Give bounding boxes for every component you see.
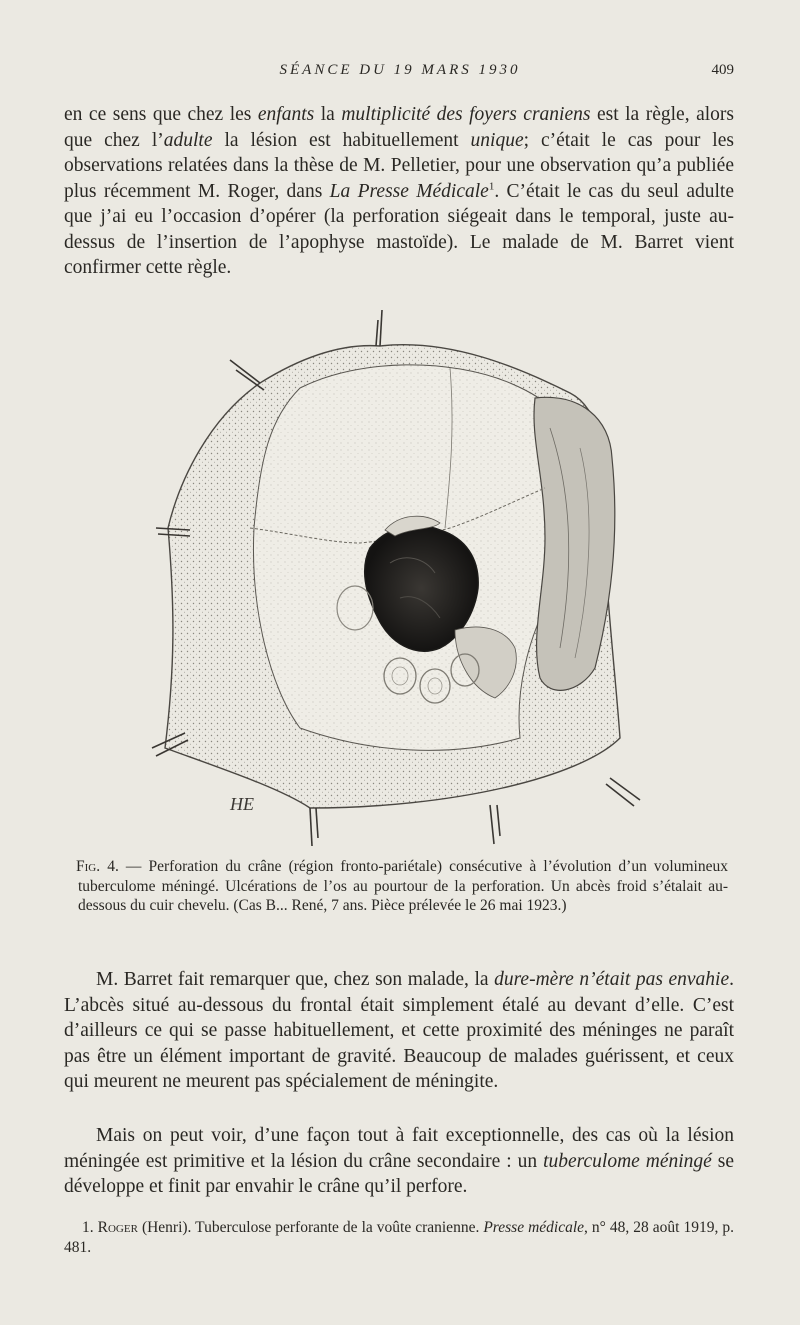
text-run: (Henri). Tuberculose perforante de la voûte cranienne.: [137, 1219, 484, 1236]
footnote: [64, 1218, 734, 1258]
text-run: se développe et finit par envahir le crâne qu’il perfore.: [64, 1150, 735, 1197]
figure-caption: [78, 857, 728, 916]
paragraph-2: [64, 967, 734, 1095]
footnote-ref: 1: [488, 180, 495, 192]
journal-title: Presse médicale: [483, 1219, 585, 1236]
running-head: SÉANCE DU 19 MARS 1930: [279, 62, 521, 78]
illustrator-signature: HE: [230, 794, 254, 814]
paragraph-1: [64, 102, 734, 281]
emphasis: adulte: [163, 129, 213, 151]
text-run: M. Barret fait remarquer que, chez son malade, la: [96, 969, 495, 990]
emphasis: tuberculome méningé: [543, 1150, 712, 1172]
emphasis: dure-mère n’était pas envahie: [494, 969, 730, 990]
skull-perforation-figure: [150, 308, 650, 848]
text-run: , n° 48, 28 août 1919, p. 481.: [64, 1219, 734, 1256]
text-run: est la règle, alors que chez l’: [64, 104, 734, 151]
paragraph-3: [64, 1123, 734, 1200]
text-run: Mais on peut voir, d’une façon tout à fait exceptionnelle, des cas où la lésion méningée est primitive et la lésion du crâne secondaire : un: [64, 1125, 734, 1172]
footnote-number: 1.: [82, 1219, 98, 1236]
text-run: . L’abcès situé au-dessous du frontal était simplement étalé au devant d’elle. C’est d’ailleurs ce qui se passe habituellement, et cette proximité des méninges ne paraît pas être un élément important de gravité. Beaucoup de malades guérissent, et ceux qui meurent ne meurent pas spécialement de méningite.: [64, 969, 734, 1092]
text-run: en ce sens que chez les: [64, 104, 258, 125]
emphasis: unique: [470, 129, 524, 151]
footnote-author: Roger: [97, 1219, 138, 1236]
text-run: ; c’était le cas pour les observations relatées dans la thèse de M. Pelletier, pour une observation qu’a publiée plus récemment M. Roger, dans: [64, 129, 734, 202]
text-run: la: [314, 104, 342, 125]
emphasis: La Presse Médicale: [329, 180, 489, 202]
emphasis: enfants: [257, 104, 315, 125]
emphasis: multiplicité des foyers craniens: [341, 104, 591, 125]
text-run: la lésion est habituellement: [212, 129, 471, 151]
text-run: . C’était le cas du seul adulte que j’ai eu l’occasion d’opérer (la perforation siégeait dans le temporal, juste au-dessus de l’insertion de l’apophyse mastoïde). Le malade de M. Barret vient confirmer cette règle.: [64, 180, 734, 278]
page-header: [64, 60, 736, 84]
caption-text: — Perforation du crâne (région fronto-pariétale) consécutive à l’évolution d’un volumineux tuberculome méningé. Ulcérations de l’os au pourtour de la perforation. Un abcès froid s’étalait au-dessous du cuir chevelu. (Cas B... René, 7 ans. Pièce prélevée le 26 mai 1923.): [78, 858, 728, 914]
figure-label: Fig. 4.: [76, 858, 119, 875]
page-number: 409: [711, 62, 734, 78]
